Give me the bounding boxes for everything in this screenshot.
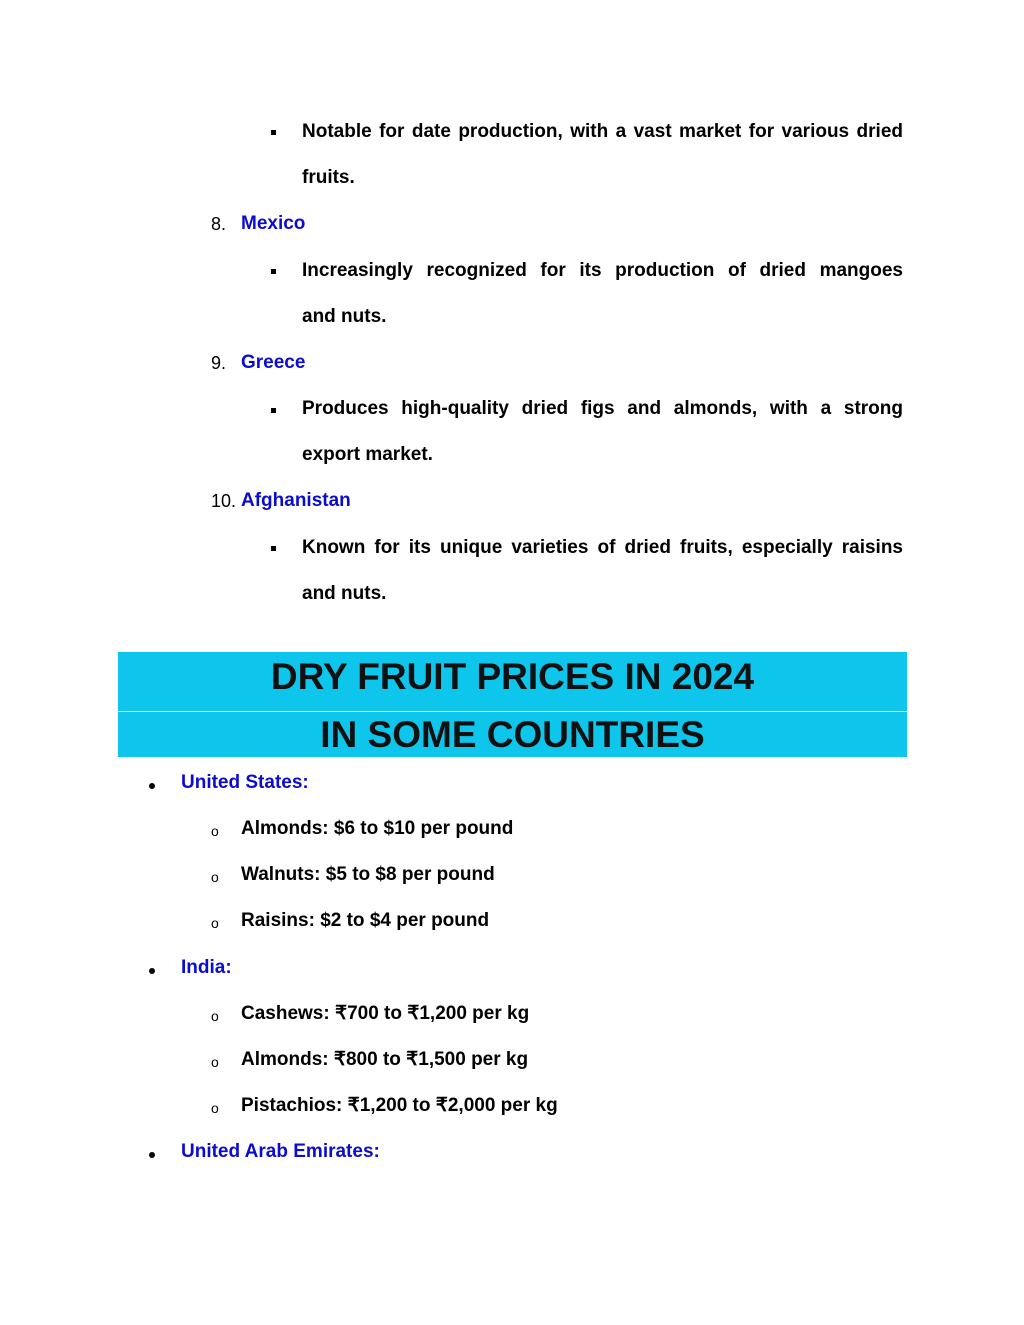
list-number: 9. — [211, 353, 227, 373]
circle-bullet-icon: o — [211, 823, 219, 839]
square-bullet-icon — [271, 269, 276, 274]
country-heading-mexico: Mexico — [241, 213, 306, 234]
country-heading-united-arab-emirates: United Arab Emirates: — [181, 1141, 380, 1162]
section-banner-line-2: IN SOME COUNTRIES — [118, 712, 907, 757]
circle-bullet-icon: o — [211, 915, 219, 931]
circle-bullet-icon: o — [211, 1008, 219, 1024]
country-heading-afghanistan: Afghanistan — [241, 490, 351, 511]
price-item: Raisins: $2 to $4 per pound — [241, 910, 490, 931]
bullet-dot-icon — [149, 1152, 155, 1158]
circle-bullet-icon: o — [211, 869, 219, 885]
square-bullet-icon — [271, 130, 276, 135]
square-bullet-icon — [271, 546, 276, 551]
country-heading-india: India: — [181, 957, 232, 978]
paragraph-line: Increasingly recognized for its production of dried mangoes — [302, 260, 903, 281]
section-banner-line-1: DRY FRUIT PRICES IN 2024 — [118, 652, 907, 711]
list-number: 10. — [211, 491, 237, 511]
paragraph-line: export market. — [302, 444, 433, 465]
country-heading-united-states: United States: — [181, 772, 309, 793]
price-item: Almonds: $6 to $10 per pound — [241, 818, 514, 839]
paragraph-line: Notable for date production, with a vast market for various dried — [302, 121, 903, 142]
paragraph-line: and nuts. — [302, 583, 387, 604]
list-number: 8. — [211, 214, 227, 234]
paragraph-line: Produces high-quality dried figs and almonds, with a strong — [302, 398, 903, 419]
bullet-dot-icon — [149, 968, 155, 974]
paragraph-line: and nuts. — [302, 306, 387, 327]
bullet-dot-icon — [149, 783, 155, 789]
price-item: Almonds: ₹800 to ₹1,500 per kg — [241, 1049, 529, 1070]
circle-bullet-icon: o — [211, 1054, 219, 1070]
price-item: Cashews: ₹700 to ₹1,200 per kg — [241, 1003, 530, 1024]
square-bullet-icon — [271, 408, 276, 413]
paragraph-line: fruits. — [302, 167, 355, 188]
price-item: Walnuts: $5 to $8 per pound — [241, 864, 495, 885]
price-item: Pistachios: ₹1,200 to ₹2,000 per kg — [241, 1095, 558, 1116]
country-heading-greece: Greece — [241, 352, 306, 373]
circle-bullet-icon: o — [211, 1100, 219, 1116]
paragraph-line: Known for its unique varieties of dried fruits, especially raisins — [302, 537, 903, 558]
